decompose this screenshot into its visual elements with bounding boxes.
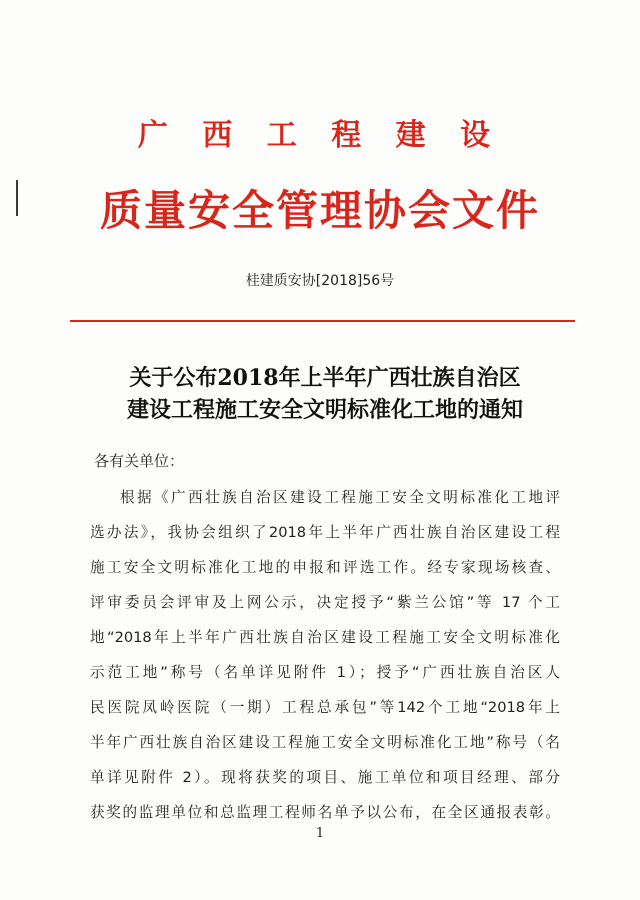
body-line: 单详见附件 2）。现将获奖的项目、施工单位和项目经理、部分 — [90, 769, 560, 786]
body-line: 根据《广西壮族自治区建设工程施工安全文明标准化工地评 — [120, 489, 560, 506]
title-line-1: 关于公布2018年上半年广西壮族自治区 — [129, 365, 521, 391]
body-line: 半年广西壮族自治区建设工程施工安全文明标准化工地”称号（名 — [90, 734, 560, 751]
body-line: 评审委员会评审及上网公示，决定授予“紫兰公馆”等 17 个工 — [90, 594, 560, 611]
body-line: 民医院凤岭医院（一期）工程总承包”等142个工地“2018年上 — [90, 699, 560, 716]
body-line: 示范工地”称号（名单详见附件 1）；授予“广西壮族自治区人 — [90, 664, 560, 681]
issuer-name-line1: 广 西 工 程 建 设 — [137, 118, 503, 153]
body-line: 获奖的监理单位和总监理工程师名单予以公布，在全区通报表彰。 — [90, 804, 560, 821]
body-line: 选办法》，我协会组织了2018年上半年广西壮族自治区建设工程 — [90, 524, 560, 541]
red-separator-line — [70, 320, 575, 322]
title-line-2: 建设工程施工安全文明标准化工地的通知 — [126, 397, 523, 423]
issuer-name-line2: 质量安全管理协会文件 — [99, 186, 540, 235]
page-number: 1 — [315, 826, 325, 841]
body-line: 施工安全文明标准化工地的申报和评选工作。经专家现场核查、 — [90, 559, 560, 576]
document-title — [60, 362, 590, 426]
document-number: 桂建质安协[2018]56号 — [245, 273, 395, 289]
body-text — [90, 480, 560, 830]
salutation: 各有关单位： — [94, 452, 185, 470]
body-line: 地“2018年上半年广西壮族自治区建设工程施工安全文明标准化 — [90, 629, 560, 646]
